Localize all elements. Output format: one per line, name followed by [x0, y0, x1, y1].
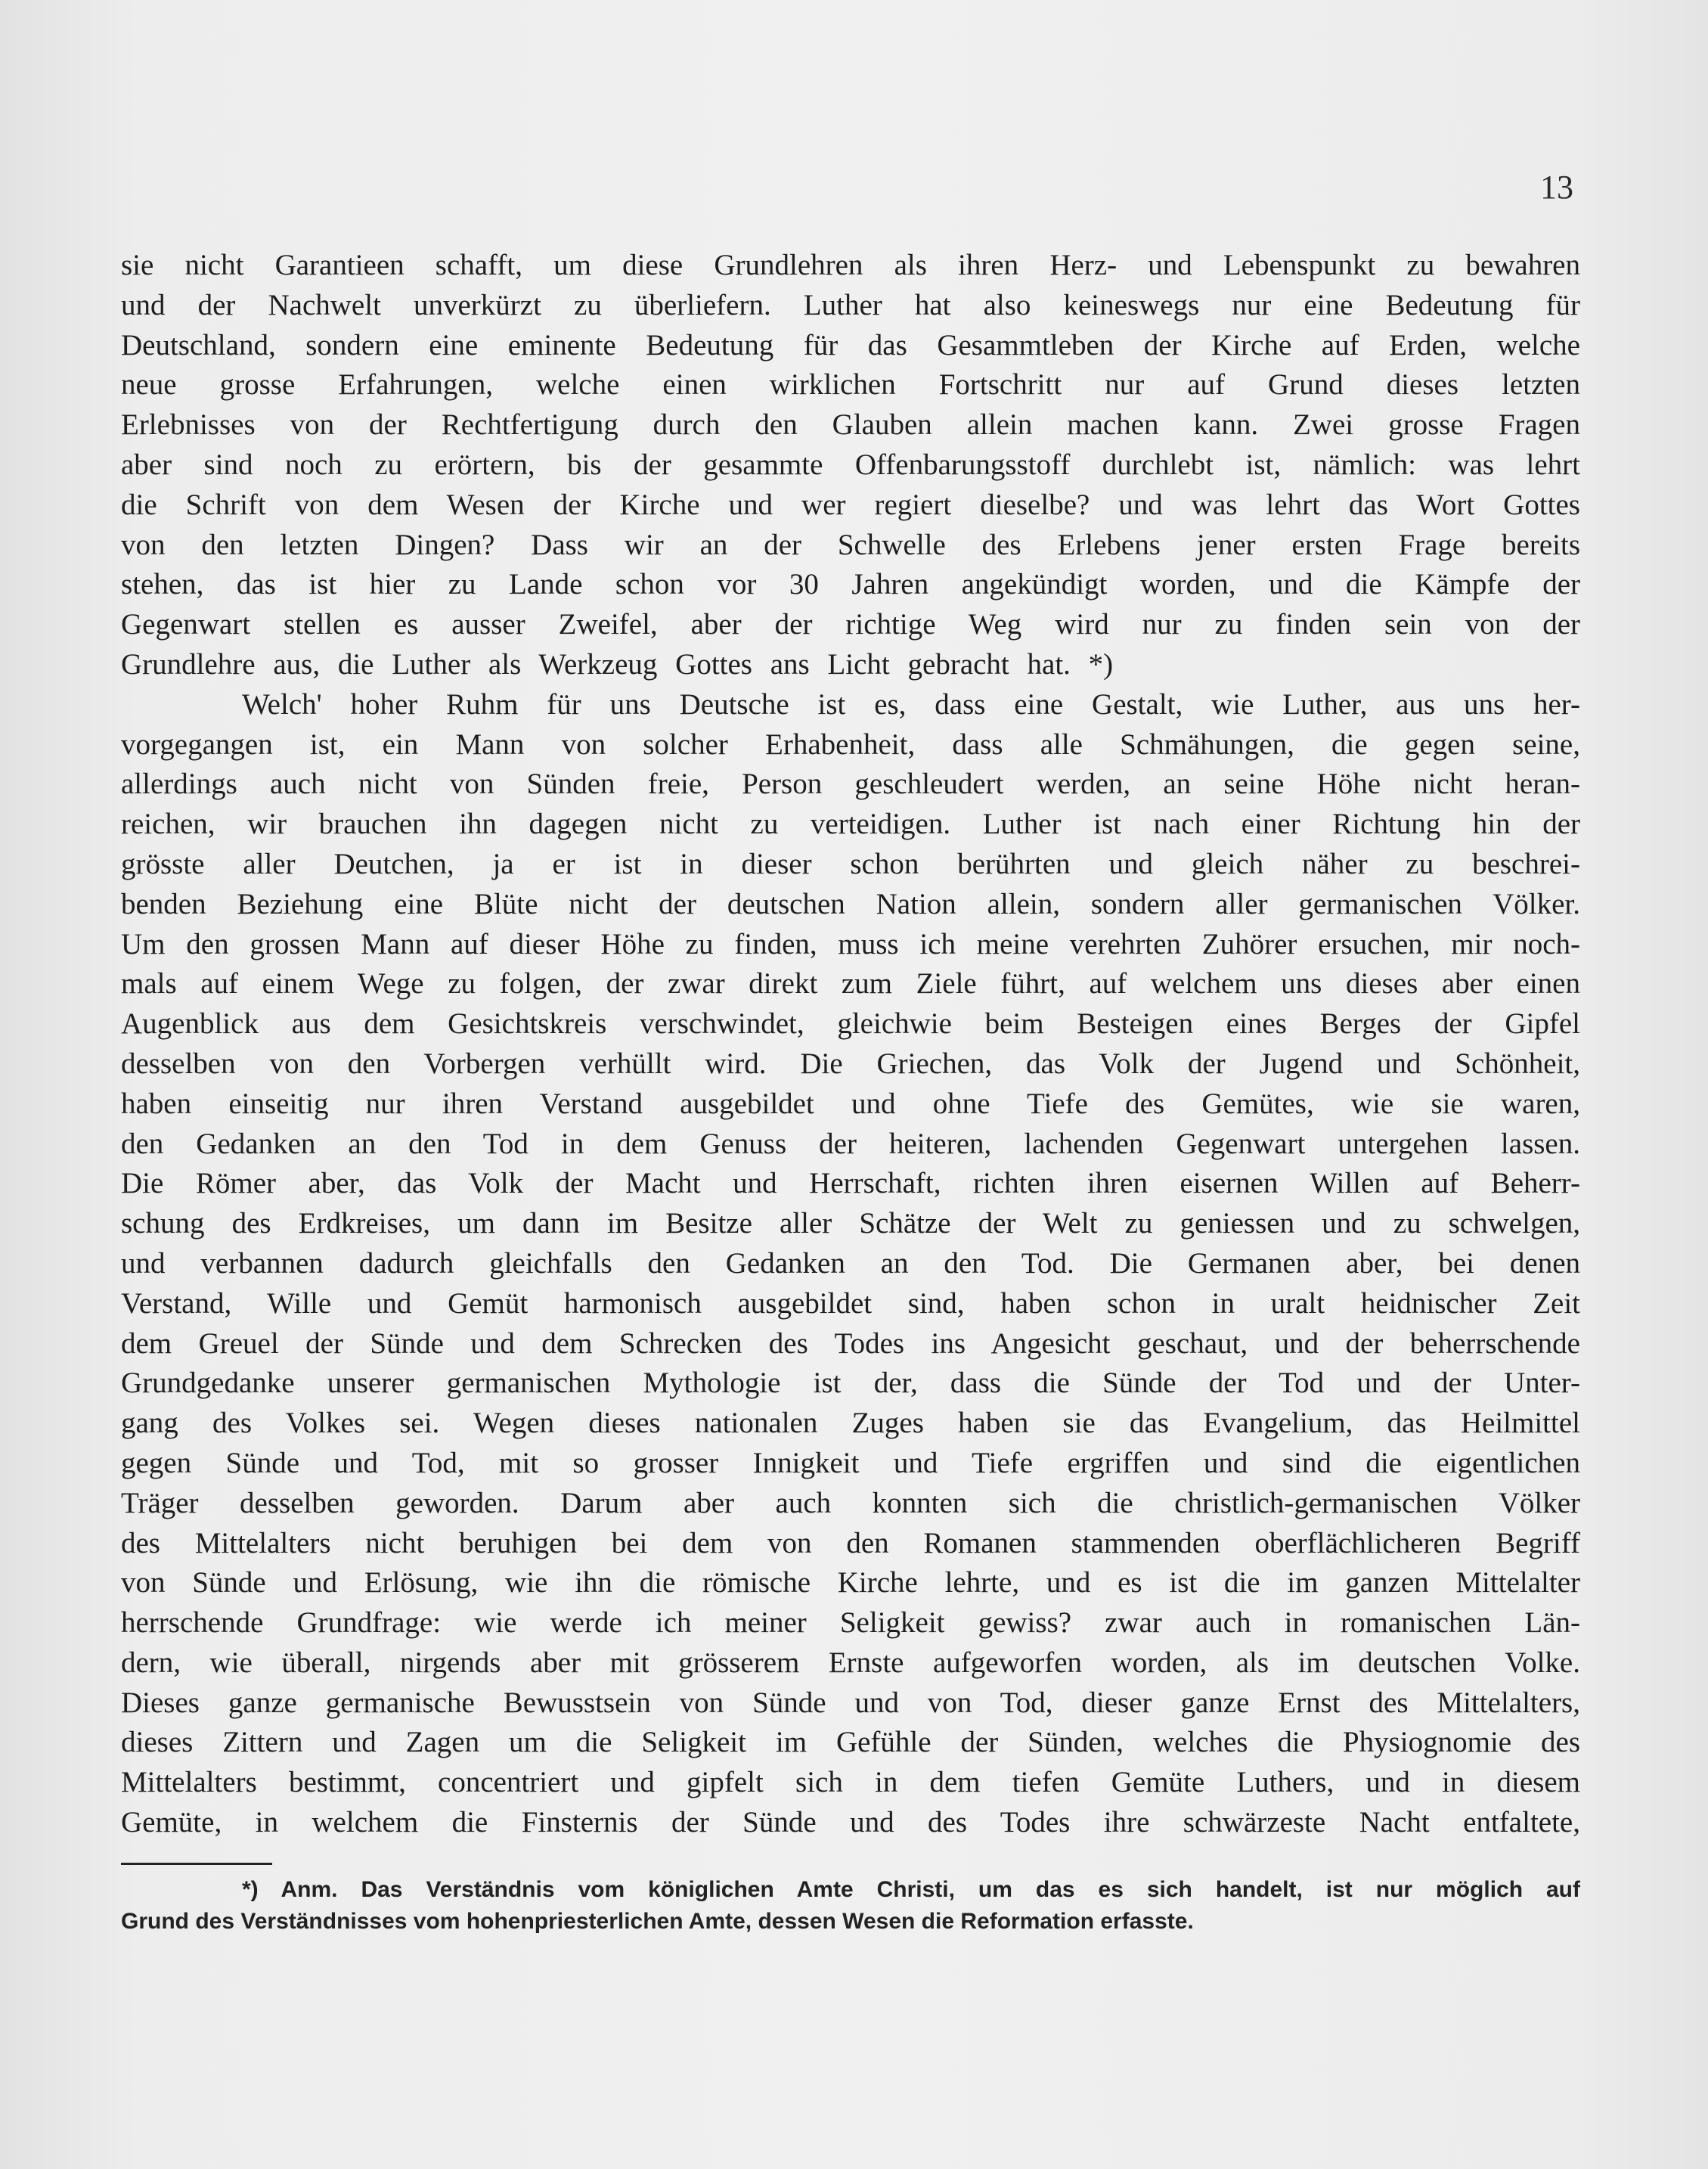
- text-line: und der Nachwelt unverkürzt zu überliefern. Luther hat also keineswegs nur eine Bedeutung für: [121, 288, 1580, 321]
- text-line: dieses Zittern und Zagen um die Seligkeit im Gefühle der Sünden, welches die Physiognomie des: [121, 1726, 1580, 1759]
- text-line: Verstand, Wille und Gemüt harmonisch ausgebildet sind, haben schon in uralt heidnischer Zeit: [121, 1286, 1580, 1320]
- text-line: Gegenwart stellen es ausser Zweifel, aber der richtige Weg wird nur zu finden sein von der: [121, 608, 1580, 641]
- text-line: Welch' hoher Ruhm für uns Deutsche ist es, dass eine Gestalt, wie Luther, aus uns her-: [242, 687, 1580, 721]
- text-line: desselben von den Vorbergen verhüllt wird. Die Griechen, das Volk der Jugend und Schönheit,: [121, 1047, 1580, 1080]
- text-line: dem Greuel der Sünde und dem Schrecken des Todes ins Angesicht geschaut, und der beherrschende: [121, 1327, 1580, 1360]
- footnote: [121, 1874, 1580, 1938]
- text-line: Träger desselben geworden. Darum aber auch konnten sich die christlich-germanischen Völker: [121, 1486, 1580, 1519]
- text-line: Grundlehre aus, die Luther als Werkzeug Gottes ans Licht gebracht hat. *): [121, 647, 1114, 681]
- footnote-line: Grund des Verständnisses vom hohenpriesterlichen Amte, dessen Wesen die Reformation erfasste.: [121, 1909, 1194, 1934]
- text-line: Deutschland, sondern eine eminente Bedeutung für das Gesammtleben der Kirche auf Erden, welche: [121, 328, 1580, 362]
- text-line: aber sind noch zu erörtern, bis der gesammte Offenbarungsstoff durchlebt ist, nämlich: was lehrt: [121, 448, 1580, 481]
- text-line: Grundgedanke unserer germanischen Mythologie ist der, dass die Sünde der Tod und der Unter-: [121, 1367, 1580, 1400]
- footnote-line: *) Anm. Das Verständnis vom königlichen Amte Christi, um das es sich handelt, ist nur möglich auf: [242, 1877, 1580, 1902]
- text-line: von den letzten Dingen? Dass wir an der Schwelle des Erlebens jener ersten Frage bereits: [121, 528, 1580, 561]
- text-line: gegen Sünde und Tod, mit so grosser Innigkeit und Tiefe ergriffen und sind die eigentlichen: [121, 1446, 1580, 1479]
- text-line: stehen, das ist hier zu Lande schon vor 30 Jahren angekündigt worden, und die Kämpfe der: [121, 568, 1580, 601]
- text-line: benden Beziehung eine Blüte nicht der deutschen Nation allein, sondern aller germanischen Völker.: [121, 887, 1580, 920]
- text-line: Gemüte, in welchem die Finsternis der Sünde und des Todes ihre schwärzeste Nacht entfaltete,: [121, 1806, 1580, 1839]
- page-number: 13: [1540, 169, 1573, 206]
- text-line: Erlebnisses von der Rechtfertigung durch den Glauben allein machen kann. Zwei grosse Fragen: [121, 408, 1580, 442]
- text-line: die Schrift von dem Wesen der Kirche und wer regiert dieselbe? und was lehrt das Wort Gottes: [121, 488, 1580, 521]
- text-line: grösste aller Deutchen, ja er ist in dieser schon berührten und gleich näher zu beschrei-: [121, 847, 1580, 880]
- footnote-rule: [121, 1863, 272, 1865]
- text-line: und verbannen dadurch gleichfalls den Gedanken an den Tod. Die Germanen aber, bei denen: [121, 1246, 1580, 1280]
- text-line: allerdings auch nicht von Sünden freie, Person geschleudert werden, an seine Höhe nicht heran-: [121, 768, 1580, 801]
- text-line: des Mittelalters nicht beruhigen bei dem von den Romanen stammenden oberflächlicheren Begriff: [121, 1526, 1580, 1559]
- text-line: haben einseitig nur ihren Verstand ausgebildet und ohne Tiefe des Gemütes, wie sie waren,: [121, 1087, 1580, 1120]
- text-line: vorgegangen ist, ein Mann von solcher Erhabenheit, dass alle Schmähungen, die gegen seine,: [121, 728, 1580, 761]
- text-line: herrschende Grundfrage: wie werde ich meiner Seligkeit gewiss? zwar auch in romanischen Län-: [121, 1606, 1580, 1640]
- text-line: Dieses ganze germanische Bewusstsein von Sünde und von Tod, dieser ganze Ernst des Mittelalters,: [121, 1686, 1580, 1719]
- body-text: [121, 246, 1580, 1843]
- text-line: dern, wie überall, nirgends aber mit grösserem Ernste aufgeworfen worden, als im deutschen Volke.: [121, 1646, 1580, 1679]
- text-line: den Gedanken an den Tod in dem Genuss der heiteren, lachenden Gegenwart untergehen lassen.: [121, 1127, 1580, 1160]
- text-line: Mittelalters bestimmt, concentriert und gipfelt sich in dem tiefen Gemüte Luthers, und in diesem: [121, 1766, 1580, 1799]
- text-line: schung des Erdkreises, um dann im Besitze aller Schätze der Welt zu geniessen und zu schwelgen,: [121, 1207, 1580, 1240]
- text-line: Um den grossen Mann auf dieser Höhe zu finden, muss ich meine verehrten Zuhörer ersuchen, mir noch-: [121, 927, 1580, 960]
- text-line: sie nicht Garantieen schafft, um diese Grundlehren als ihren Herz- und Lebenspunkt zu bewahren: [121, 249, 1580, 281]
- text-line: mals auf einem Wege zu folgen, der zwar direkt zum Ziele führt, auf welchem uns dieses aber einen: [121, 967, 1580, 1001]
- text-line: gang des Volkes sei. Wegen dieses nationalen Zuges haben sie das Evangelium, das Heilmittel: [121, 1407, 1580, 1440]
- text-line: reichen, wir brauchen ihn dagegen nicht zu verteidigen. Luther ist nach einer Richtung hin der: [121, 808, 1580, 841]
- text-line: von Sünde und Erlösung, wie ihn die römische Kirche lehrte, und es ist die im ganzen Mittelalter: [121, 1566, 1580, 1600]
- text-line: Augenblick aus dem Gesichtskreis verschwindet, gleichwie beim Besteigen eines Berges der Gipfel: [121, 1007, 1580, 1041]
- text-line: Die Römer aber, das Volk der Macht und Herrschaft, richten ihren eisernen Willen auf Beherr-: [121, 1167, 1580, 1200]
- text-line: neue grosse Erfahrungen, welche einen wirklichen Fortschritt nur auf Grund dieses letzten: [121, 368, 1580, 402]
